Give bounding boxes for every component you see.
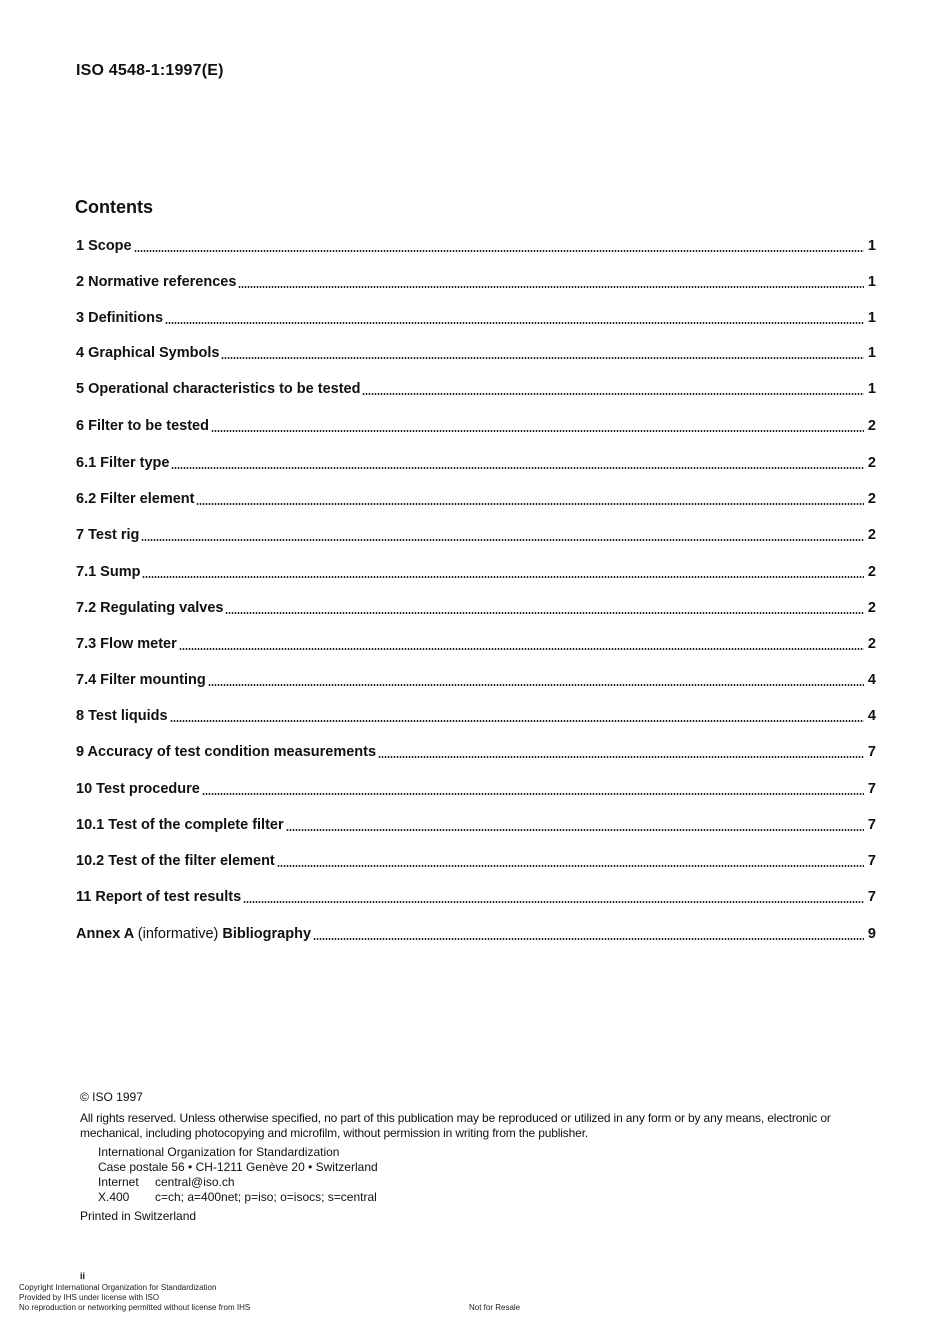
toc-label: 2 Normative references xyxy=(76,274,237,290)
toc-entry[interactable] xyxy=(76,345,876,365)
leader-dots xyxy=(202,792,864,796)
toc-label: 6.1 Filter type xyxy=(76,455,170,471)
toc-entry[interactable] xyxy=(76,274,876,294)
toc-page: 2 xyxy=(867,527,876,543)
toc-page: 2 xyxy=(867,455,876,471)
page-number: ii xyxy=(80,1271,86,1281)
toc-page: 9 xyxy=(867,926,876,942)
toc-page: 4 xyxy=(867,708,876,724)
toc-label: 4 Graphical Symbols xyxy=(76,345,220,361)
toc-page: 7 xyxy=(867,853,876,869)
internet-value: central@iso.ch xyxy=(155,1175,235,1189)
toc-page: 2 xyxy=(867,418,876,434)
toc-page: 7 xyxy=(867,744,876,760)
x400-label: X.400 xyxy=(98,1190,130,1204)
leader-dots xyxy=(134,249,864,253)
license-notice xyxy=(19,1283,250,1313)
toc-page: 2 xyxy=(867,636,876,652)
contents-title: Contents xyxy=(75,197,153,217)
annex-label: Annex A xyxy=(76,926,134,942)
leader-dots xyxy=(286,828,864,832)
toc-entry[interactable] xyxy=(76,926,876,946)
toc-page: 2 xyxy=(867,491,876,507)
toc-label: 8 Test liquids xyxy=(76,708,168,724)
toc-entry[interactable] xyxy=(76,564,876,584)
toc-page: 4 xyxy=(867,672,876,688)
toc-entry[interactable] xyxy=(76,491,876,511)
toc-entry[interactable] xyxy=(76,418,876,438)
x400-value: c=ch; a=400net; p=iso; o=isocs; s=central xyxy=(155,1190,377,1204)
toc-page: 1 xyxy=(867,381,876,397)
org-name: International Organization for Standardization xyxy=(98,1145,340,1159)
toc-entry[interactable] xyxy=(76,310,876,330)
toc-page: 2 xyxy=(867,564,876,580)
not-for-resale: Not for Resale xyxy=(469,1303,521,1312)
organization-address xyxy=(98,1145,378,1205)
toc-page: 1 xyxy=(867,345,876,361)
leader-dots xyxy=(179,647,864,651)
leader-dots xyxy=(142,575,864,579)
internet-label: Internet xyxy=(98,1175,139,1189)
toc-label: 11 Report of test results xyxy=(76,889,242,905)
license-line: Copyright International Organization for Standardization xyxy=(19,1283,217,1292)
leader-dots xyxy=(243,900,864,904)
leader-dots xyxy=(221,356,864,360)
toc-entry[interactable] xyxy=(76,672,876,692)
leader-dots xyxy=(277,864,864,868)
toc-label: 9 Accuracy of test condition measurements xyxy=(76,744,377,760)
document-id: ISO 4548-1:1997(E) xyxy=(76,62,224,79)
toc-label: 6 Filter to be tested xyxy=(76,418,209,434)
toc-label xyxy=(76,926,311,942)
toc-entry[interactable] xyxy=(76,381,876,401)
toc-entry[interactable] xyxy=(76,744,876,764)
org-postal-address: Case postale 56 • CH-1211 Genève 20 • Switzerland xyxy=(98,1160,378,1174)
leader-dots xyxy=(313,937,864,941)
org-internet xyxy=(98,1175,378,1190)
leader-dots xyxy=(378,755,864,759)
leader-dots xyxy=(171,466,864,470)
toc-label: 7 Test rig xyxy=(76,527,140,543)
toc-entry[interactable] xyxy=(76,708,876,728)
toc-label: 7.2 Regulating valves xyxy=(76,600,224,616)
leader-dots xyxy=(165,321,864,325)
org-x400 xyxy=(98,1190,378,1205)
license-line: Provided by IHS under license with ISO xyxy=(19,1293,160,1302)
toc-label: 10 Test procedure xyxy=(76,781,200,797)
annex-title: Bibliography xyxy=(222,926,312,942)
license-line: No reproduction or networking permitted without license from IHS xyxy=(19,1303,251,1312)
leader-dots xyxy=(208,683,864,687)
printed-location: Printed in Switzerland xyxy=(80,1209,197,1223)
toc-label: 3 Definitions xyxy=(76,310,164,326)
toc-entry[interactable] xyxy=(76,817,876,837)
toc-entry[interactable] xyxy=(76,636,876,656)
toc-entry[interactable] xyxy=(76,781,876,801)
toc-page: 1 xyxy=(867,274,876,290)
toc-label: 10.1 Test of the complete filter xyxy=(76,817,284,833)
toc-entry[interactable] xyxy=(76,600,876,620)
toc-label: 7.3 Flow meter xyxy=(76,636,177,652)
toc-label: 7.4 Filter mounting xyxy=(76,672,206,688)
copyright-notice: © ISO 1997 xyxy=(80,1090,143,1104)
toc-page: 7 xyxy=(867,889,876,905)
annex-type: (informative) xyxy=(137,926,219,942)
toc-page: 2 xyxy=(867,600,876,616)
toc-entry[interactable] xyxy=(76,853,876,873)
leader-dots xyxy=(170,719,864,723)
toc-entry[interactable] xyxy=(76,889,876,909)
toc-page: 1 xyxy=(867,310,876,326)
toc-page: 7 xyxy=(867,781,876,797)
toc-page: 1 xyxy=(867,238,876,254)
toc-label: 5 Operational characteristics to be tested xyxy=(76,381,361,397)
toc-page: 7 xyxy=(867,817,876,833)
toc-entry[interactable] xyxy=(76,455,876,475)
toc-label: 6.2 Filter element xyxy=(76,491,195,507)
leader-dots xyxy=(141,538,864,542)
toc-label: 10.2 Test of the filter element xyxy=(76,853,275,869)
leader-dots xyxy=(238,285,864,289)
leader-dots xyxy=(211,429,864,433)
toc-label: 1 Scope xyxy=(76,238,132,254)
leader-dots xyxy=(196,502,864,506)
toc-entry[interactable] xyxy=(76,527,876,547)
leader-dots xyxy=(225,611,864,615)
rights-statement: All rights reserved. Unless otherwise specified, no part of this publication may be reproduced or utilized in any form or by any means, electronic or mechanical, including photocopying and microfilm, without permission in writing from the publisher. xyxy=(80,1111,831,1140)
toc-label: 7.1 Sump xyxy=(76,564,141,580)
toc-entry[interactable] xyxy=(76,238,876,258)
leader-dots xyxy=(362,392,864,396)
